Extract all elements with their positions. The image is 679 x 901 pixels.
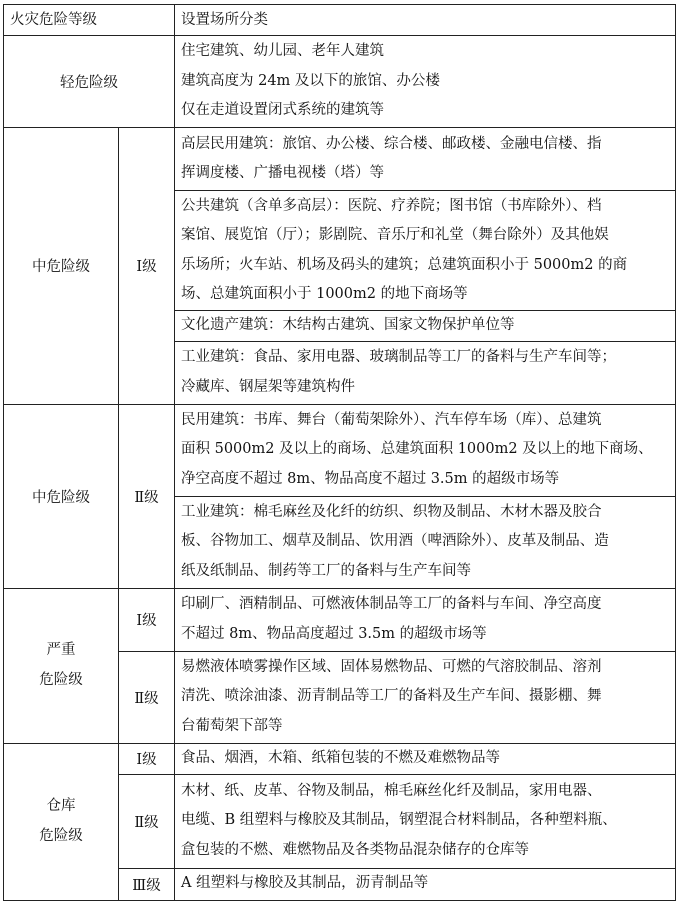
table-row (4, 404, 676, 496)
table-row-light-hazard (4, 36, 676, 128)
category-cell: 民用建筑：书库、舞台（葡萄架除外）、汽车停车场（库）、总建筑 面积 5000m2 及以上的商场、总建筑面积 1000m2 及以上的地下商场、 净空高度不超过 8m、物品高度不超过 3.5m 的超级市场等 (175, 404, 676, 496)
sublevel-1: Ⅰ级 (119, 743, 175, 774)
table-row (4, 128, 676, 191)
category-cell: 公共建筑（含单多高层）：医院、疗养院；图书馆（书库除外）、档 案馆、展览馆（厅）；影剧院、音乐厅和礼堂（舞台除外）及其他娱 乐场所；火车站、机场及码头的建筑；总建筑面积小于 5000m2 的商 场、总建筑面积小于 1000m2 的地下商场等 (175, 191, 676, 311)
category-cell: 文化遗产建筑：木结构古建筑、国家文物保护单位等 (175, 311, 676, 342)
level-warehouse-hazard: 仓库 危险级 (4, 743, 119, 900)
category-cell: 工业建筑：棉毛麻丝及化纤的纺织、织物及制品、木材木器及胶合 板、谷物加工、烟草及制品、饮用酒（啤酒除外）、皮革及制品、造 纸及纸制品、制药等工厂的备料与生产车间等 (175, 496, 676, 588)
table-header-row (4, 5, 676, 36)
category-cell: 高层民用建筑：旅馆、办公楼、综合楼、邮政楼、金融电信楼、指 挥调度楼、广播电视楼（塔）等 (175, 128, 676, 191)
header-hazard-level: 火灾危险等级 (4, 5, 175, 36)
category-cell: 木材、纸、皮革、谷物及制品，棉毛麻丝化纤及制品，家用电器、 电缆、B 组塑料与橡胶及其制品，钢塑混合材料制品，各种塑料瓶、 盒包装的不燃、难燃物品及各类物品混杂储存的仓库等 (175, 774, 676, 868)
category-cell: 印刷厂、酒精制品、可燃液体制品等工厂的备料与车间、净空高度 不超过 8m、物品高度超过 3.5m 的超级市场等 (175, 588, 676, 651)
category-cell: 工业建筑：食品、家用电器、玻璃制品等工厂的备料与生产车间等； 冷藏库、钢屋架等建筑构件 (175, 341, 676, 404)
fire-hazard-classification-table (3, 4, 676, 901)
sublevel-2: Ⅱ级 (119, 774, 175, 868)
level-middle-hazard-1: 中危险级 (4, 128, 119, 405)
category-cell: 食品、烟酒，木箱、纸箱包装的不燃及难燃物品等 (175, 743, 676, 774)
sublevel-2: Ⅱ级 (119, 651, 175, 743)
sublevel-1: Ⅰ级 (119, 128, 175, 405)
level-light-hazard: 轻危险级 (4, 36, 175, 128)
table-row (4, 588, 676, 651)
sublevel-3: Ⅲ级 (119, 868, 175, 900)
table-row (4, 743, 676, 774)
level-middle-hazard-2: 中危险级 (4, 404, 119, 588)
category-cell: A 组塑料与橡胶及其制品，沥青制品等 (175, 868, 676, 900)
category-cell: 易燃液体喷雾操作区域、固体易燃物品、可燃的气溶胶制品、溶剂 清洗、喷涂油漆、沥青制品等工厂的备料及生产车间、摄影棚、舞 台葡萄架下部等 (175, 651, 676, 743)
header-place-category: 设置场所分类 (175, 5, 676, 36)
sublevel-2: Ⅱ级 (119, 404, 175, 588)
sublevel-1: Ⅰ级 (119, 588, 175, 651)
level-severe-hazard: 严重 危险级 (4, 588, 119, 743)
category-cell: 住宅建筑、幼儿园、老年人建筑 建筑高度为 24m 及以下的旅馆、办公楼 仅在走道设置闭式系统的建筑等 (175, 36, 676, 128)
